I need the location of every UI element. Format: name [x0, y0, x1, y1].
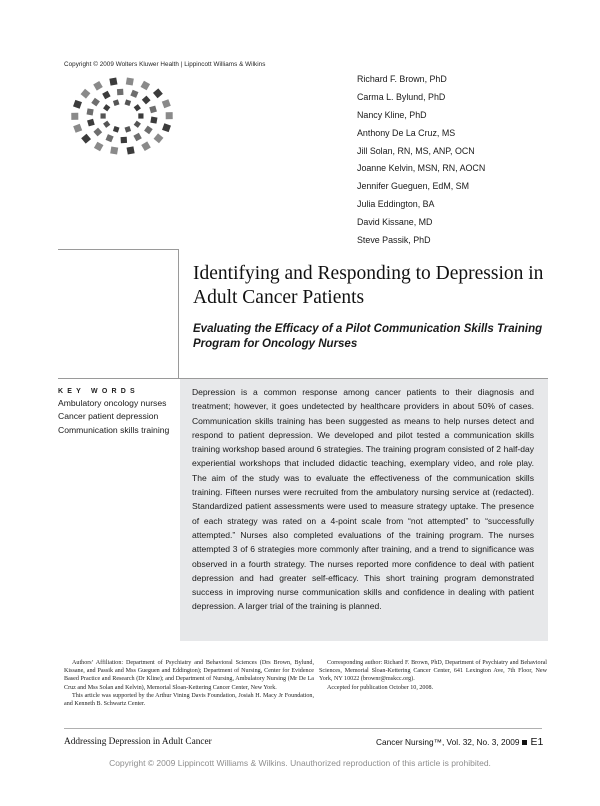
logo-tile: [93, 128, 102, 137]
logo-tile: [138, 113, 143, 118]
logo-tile: [153, 88, 163, 98]
abstract-box: [180, 378, 548, 641]
keyword-item: Communication skills training: [58, 424, 170, 435]
footnotes-right: [319, 659, 547, 692]
keywords-section: [58, 378, 178, 438]
author-name: David Kissane, MD: [357, 217, 433, 228]
author-list: [357, 73, 485, 252]
logo-tile: [141, 81, 151, 91]
running-head: Addressing Depression in Adult Cancer: [64, 737, 212, 747]
logo-tile: [87, 108, 94, 115]
footnotes-left: [64, 659, 314, 708]
logo-tile: [154, 133, 164, 143]
logo-tile: [94, 142, 104, 152]
logo-tile: [93, 81, 103, 91]
logo-tile: [134, 104, 141, 111]
logo-tile: [106, 134, 114, 142]
journal-citation: Cancer Nursing™, Vol. 32, No. 3, 2009: [376, 737, 520, 747]
copyright-watermark: Copyright © 2009 Lippincott Williams & Wilkins. Unauthorized reproduction of this article is prohibited.: [109, 758, 491, 768]
article-subtitle: Evaluating the Efficacy of a Pilot Communication Skills Training Program for Oncology Nurses: [193, 323, 543, 350]
logo-tile: [144, 126, 153, 135]
divider: [58, 249, 178, 250]
logo-tile: [126, 77, 134, 85]
logo-tile: [102, 91, 110, 99]
keywords-heading: KEY WORDS: [58, 388, 139, 395]
square-bullet-icon: [522, 740, 527, 745]
journal-copyright-line: Copyright © 2009 Wolters Kluwer Health | Lippincott Williams & Wilkins: [64, 61, 266, 68]
author-name: Steve Passik, PhD: [357, 235, 431, 246]
logo-tile: [125, 126, 132, 133]
author-name: Nancy Kline, PhD: [357, 109, 427, 120]
logo-tile: [113, 126, 120, 133]
keyword-item: Cancer patient depression: [58, 411, 159, 422]
logo-tile: [142, 96, 151, 105]
abstract-text: Depression is a common response among cancer patients to their diagnosis and treatment; however, it goes undetected by healthcare providers in about 50% of cases. Communication skills training has been suggested as means to help nurses detect and respond to patient depression. We developed and pilot tested a communication skills training workshop based around 6 strategies. The training program consisted of 2 half-day experiential workshops that included didactic teaching, exemplary video, and role play. The aim of the study was to evaluate the effectiveness of the communication skills training. Fifteen nurses were recruited from the ambulatory nursing service at (redacted). Standardized patient assessments were used to measure strategy uptake. The presence of each strategy was rated on a 4-point scale from “not attempted” to “successfully attempted.” Nurses also completed evaluations of the training program. The nurses attempted 3 of 6 strategies more commonly after training, and a trend to significance was observed in a fourth strategy. The nurses reported more confidence to deal with patient depression and had greater self-efficacy. This short training program demonstrated success in improving nurse communication skills and confidence in dealing with patient depression. A larger trial of the training is planned.: [192, 387, 534, 612]
logo-tile: [110, 146, 118, 154]
logo-tile: [130, 90, 138, 98]
author-name: Anthony De La Cruz, MS: [357, 127, 456, 138]
article-title: Identifying and Responding to Depression in Adult Cancer Patients: [193, 263, 544, 308]
divider: [178, 249, 179, 379]
logo-tile: [81, 134, 91, 144]
logo-tile: [133, 133, 141, 141]
logo-tile: [125, 99, 132, 106]
journal-logo: [60, 72, 180, 160]
logo-tile: [113, 99, 120, 106]
support-note: This article was supported by the Arthur Vining Davis Foundation, Josiah H. Macy Jr Foundation, and Kenneth B. Schwartz Center.: [64, 692, 314, 708]
author-name: Jill Solan, RN, MS, ANP, OCN: [357, 145, 475, 156]
author-name: Joanne Kelvin, MSN, RN, AOCN: [357, 163, 486, 174]
logo-tile: [109, 78, 117, 86]
logo-tile: [87, 119, 95, 127]
logo-tile: [103, 121, 110, 128]
logo-tile: [121, 137, 128, 144]
logo-tile: [71, 113, 78, 120]
keyword-item: Ambulatory oncology nurses: [58, 398, 167, 408]
logo-tile: [101, 113, 106, 118]
page-number: E1: [530, 736, 544, 748]
journal-reference: [376, 736, 543, 748]
author-name: Carma L. Bylund, PhD: [357, 91, 446, 102]
logo-tile: [150, 117, 157, 124]
logo-tile: [127, 146, 135, 154]
author-name: Richard F. Brown, PhD: [357, 74, 447, 84]
affiliation-note: Authors’ Affiliation: Department of Psychiatry and Behavioral Sciences (Drs Brown, Bylund, Kissane, and Passik and Mss Gueguen and Eddington); Department of Nursing, Center for Evidence Based Practice and Research (Dr Kline); and Department of Nursing, Ambulatory Nursing (Mr De La Cruz and Mss Solan and Kelvin), Memorial Sloan-Kettering Cancer Center, New York.: [64, 660, 314, 691]
logo-tile: [149, 106, 157, 114]
logo-tile: [162, 99, 171, 108]
correspondence-note: Corresponding author: Richard F. Brown, PhD, Department of Psychiatry and Behavioral Sciences, Memorial Sloan-Kettering Cancer Center, 641 Lexington Ave, 7th Floor, New York, NY 10022 (brownr@mskcc.org).: [319, 660, 547, 683]
logo-tile: [166, 112, 173, 119]
logo-tile: [117, 89, 124, 96]
author-name: Jennifer Gueguen, EdM, SM: [357, 181, 469, 192]
logo-tile: [103, 104, 110, 111]
accepted-note: Accepted for publication October 10, 2008.: [327, 684, 434, 691]
logo-tile: [91, 98, 100, 107]
logo-tile: [141, 141, 151, 151]
footer-divider: [64, 728, 542, 729]
logo-tile: [134, 121, 141, 128]
logo-tile: [162, 123, 171, 132]
logo-tile: [73, 124, 82, 133]
logo-tile: [81, 89, 91, 99]
keywords-list: [58, 398, 178, 435]
author-name: Julia Eddington, BA: [357, 199, 435, 210]
logo-tile: [73, 100, 82, 109]
